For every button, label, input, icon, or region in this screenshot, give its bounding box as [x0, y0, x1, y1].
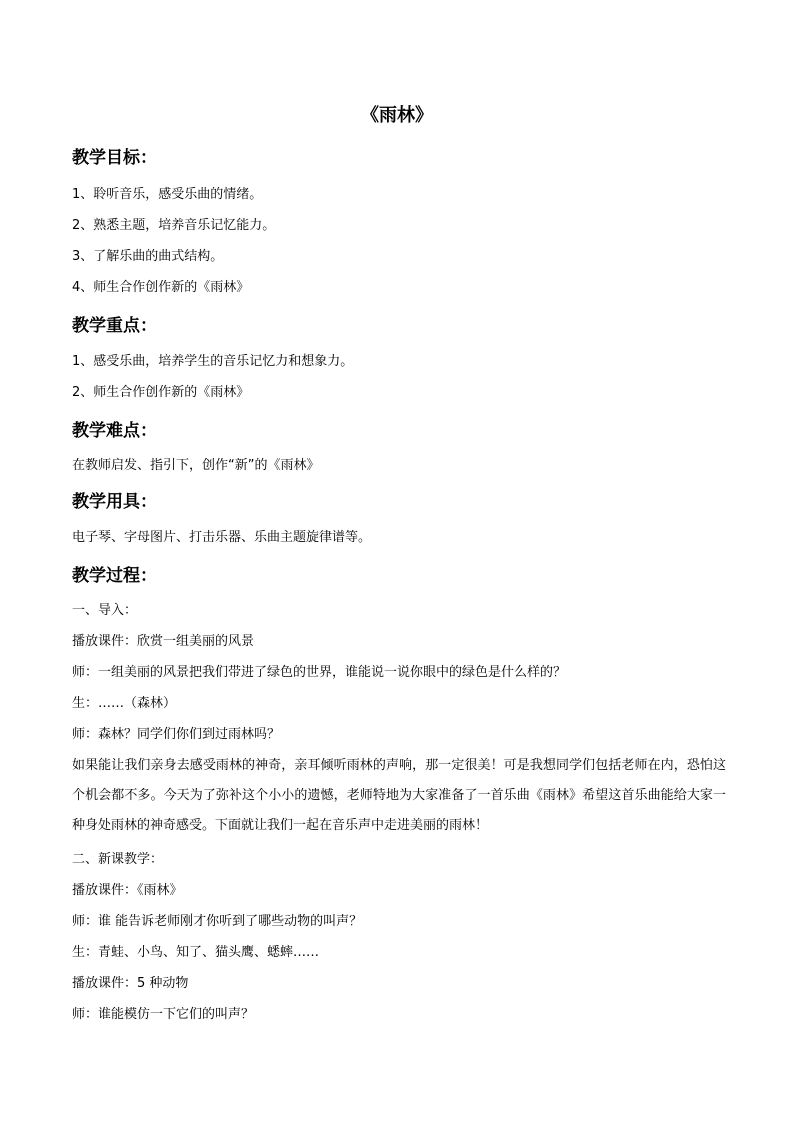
process-line: 播放课件：《雨林》 — [72, 883, 183, 898]
process-line: 师：一组美丽的风景把我们带进了绿色的世界，谁能说一说你眼中的绿色是什么样的？ — [72, 665, 567, 680]
goal-item: 2、熟悉主题，培养音乐记忆能力。 — [72, 218, 276, 233]
key-point-item: 2、师生合作创作新的《雨林》 — [72, 385, 250, 400]
document-title: 《雨林》 — [361, 105, 433, 126]
process-line: 二、新课教学： — [72, 852, 164, 867]
heading-teaching-tools: 教学用具： — [72, 492, 157, 512]
tools-item: 电子琴、字母图片、打击乐器、乐曲主题旋律谱等。 — [72, 530, 372, 545]
process-line: 师：森林？同学们你们到过雨林吗？ — [72, 727, 281, 742]
process-paragraph: 如果能让我们亲身去感受雨林的神奇，亲耳倾听雨林的声响，那一定很美！可是我想同学们包括老师在内，恐怕这个机会都不多。今天为了弥补这个小小的遗憾，老师特地为大家准备了一首乐曲《雨林》希望这首乐曲能给大家一种身处雨林的神奇感受。下面就让我们一起在音乐声中走进美丽的雨林！ — [72, 758, 726, 833]
difficulty-item: 在教师启发、指引下，创作“新”的《雨林》 — [72, 458, 320, 473]
process-line: 生：……（森林） — [72, 696, 177, 711]
goal-item: 4、师生合作创作新的《雨林》 — [72, 280, 250, 295]
process-line: 师：谁 能告诉老师刚才你听到了哪些动物的叫声？ — [72, 914, 363, 929]
process-line: 一、导入： — [72, 603, 138, 618]
key-point-item: 1、感受乐曲，培养学生的音乐记忆力和想象力。 — [72, 354, 354, 369]
heading-teaching-goals: 教学目标： — [72, 148, 157, 168]
heading-key-points: 教学重点： — [72, 316, 157, 336]
goal-item: 1、聆听音乐，感受乐曲的情绪。 — [72, 187, 263, 202]
process-line: 生：青蛙、小鸟、知了、猫头鹰、蟋蟀…… — [72, 945, 320, 960]
process-line: 师：谁能模仿一下它们的叫声？ — [72, 1007, 255, 1022]
process-line: 播放课件：欣赏一组美丽的风景 — [72, 634, 255, 649]
goal-item: 3、了解乐曲的曲式结构。 — [72, 249, 224, 264]
process-line: 播放课件：5 种动物 — [72, 976, 189, 991]
heading-difficulties: 教学难点： — [72, 421, 157, 441]
heading-teaching-process: 教学过程： — [72, 566, 157, 586]
